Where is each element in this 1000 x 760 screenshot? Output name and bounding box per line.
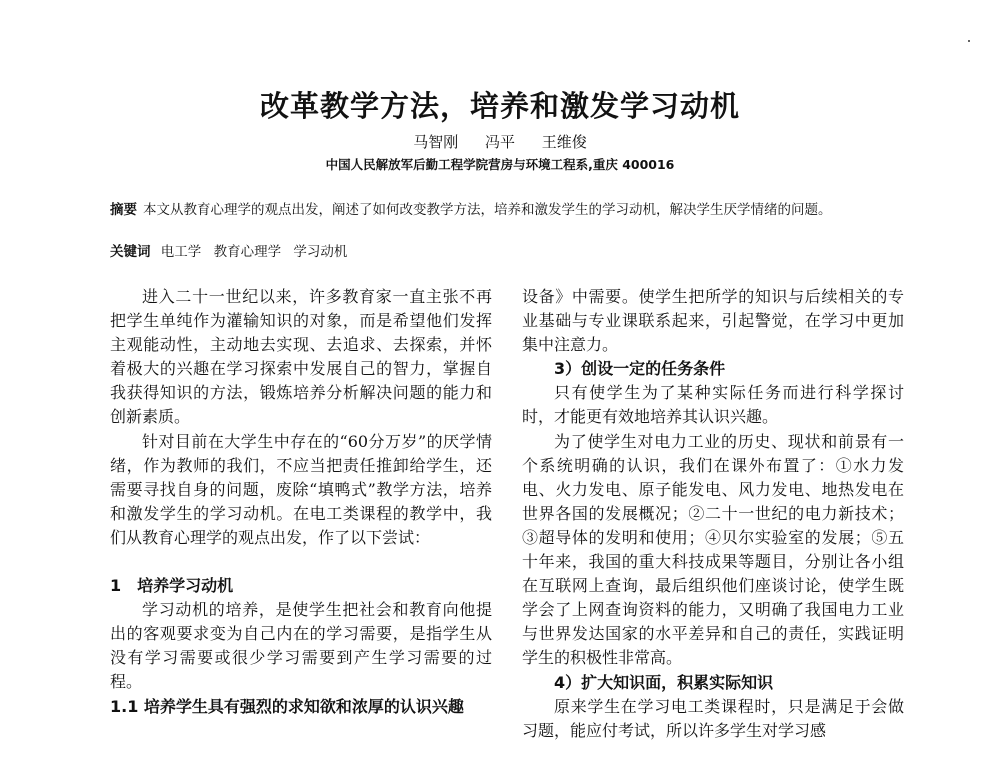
subsection-heading: 4）扩大知识面，积累实际知识 xyxy=(554,672,774,692)
body-paragraph: 只有使学生为了某种实际任务而进行科学探讨时，才能更有效地培养其认识兴趣。 xyxy=(522,383,904,427)
body-paragraph: 设备》中需要。使学生把所学的知识与后续相关的专业基础与专业课联系起来，引起警觉，在学习中更加集中注意力。 xyxy=(522,287,904,355)
section-heading: 1 培养学习动机 xyxy=(110,576,234,596)
author-name: 王维俊 xyxy=(541,133,587,151)
keyword: 教育心理学 xyxy=(213,244,282,260)
subsection-heading: 3）创设一定的任务条件 xyxy=(554,359,726,379)
body-paragraph: 学习动机的培养，是使学生把社会和教育向他提出的客观要求变为自己内在的学习需要，是指学生从没有学习需要或很少学习需要到产生学习需要的过程。 xyxy=(110,600,492,692)
keyword: 学习动机 xyxy=(293,244,348,260)
subsection-heading: 1.1 培养学生具有强烈的求知欲和浓厚的认识兴趣 xyxy=(110,696,464,716)
author-name: 冯平 xyxy=(484,133,515,151)
left-column xyxy=(110,285,492,719)
author-name: 马智刚 xyxy=(413,133,459,151)
body-paragraph: 为了使学生对电力工业的历史、现状和前景有一个系统明确的认识，我们在课外布置了：①水力发电、火力发电、原子能发电、风力发电、地热发电在世界各国的发展概况；②二十一世纪的电力新技术；③超导体的发明和使用；④贝尔实验室的发展；⑤五十年来，我国的重大科技成果等题目，分别让各小组在互联网上查询，最后组织他们座谈讨论，使学生既学会了上网查询资料的能力，又明确了我国电力工业与世界发达国家的水平差异和自己的责任，实践证明学生的积极性非常高。 xyxy=(522,431,904,668)
keyword: 电工学 xyxy=(160,244,202,260)
body-paragraph: 针对目前在大学生中存在的“60分万岁”的厌学情绪，作为教师的我们，不应当把责任推卸给学生，还需要寻找自身的问题，废除“填鸭式”教学方法，培养和激发学生的学习动机。在电工类课程的教学中，我们从教育心理学的观点出发，作了以下尝试： xyxy=(110,431,492,547)
scan-speck xyxy=(968,40,970,42)
body-paragraph: 原来学生在学习电工类课程时，只是满足于会做习题，能应付考试，所以许多学生对学习感 xyxy=(522,696,904,740)
abstract-label: 摘要 xyxy=(110,202,137,218)
author-affiliation: 中国人民解放军后勤工程学院营房与环境工程系,重庆 400016 xyxy=(325,157,675,172)
abstract xyxy=(110,200,900,220)
keywords xyxy=(110,242,900,262)
body-paragraph: 进入二十一世纪以来，许多教育家一直主张不再把学生单纯作为灌输知识的对象，而是希望他们发挥主观能动性，主动地去实现、去追求、去探索，并怀着极大的兴趣在学习探索中发展自己的智力，掌握自我获得知识的方法，锻炼培养分析解决问题的能力和创新素质。 xyxy=(110,287,492,427)
abstract-text: 本文从教育心理学的观点出发，阐述了如何改变教学方法，培养和激发学生的学习动机，解决学生厌学情绪的问题。 xyxy=(143,202,832,218)
paper-title: 改革教学方法，培养和激发学习动机 xyxy=(259,89,740,123)
right-column xyxy=(522,285,904,743)
section-spacer xyxy=(110,550,492,574)
keywords-label: 关键词 xyxy=(110,244,151,260)
author-list xyxy=(0,132,1000,152)
